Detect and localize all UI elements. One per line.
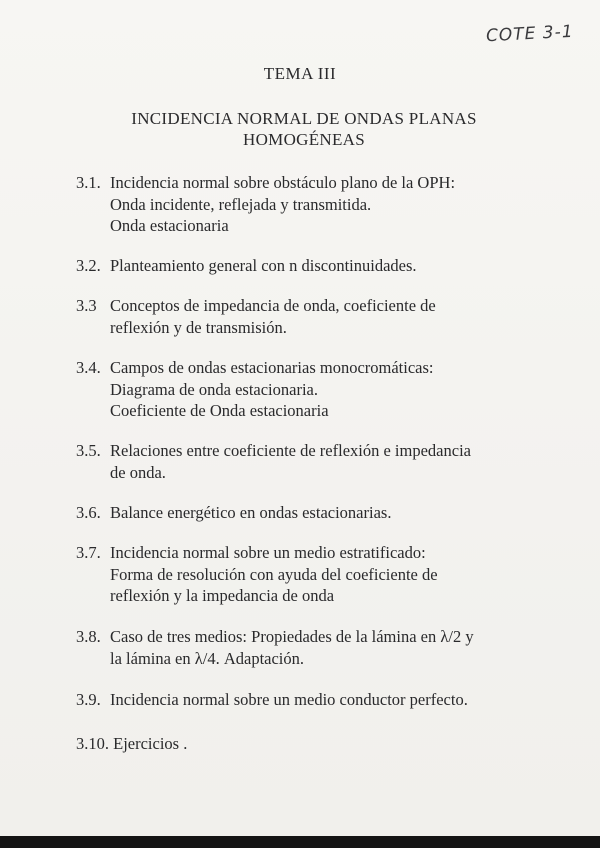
item-line: Planteamiento general con n discontinuidades. <box>110 256 417 275</box>
item-number: 3.3 <box>76 296 97 315</box>
item-line: Ejercicios . <box>113 734 188 753</box>
list-item <box>76 295 546 338</box>
list-item <box>76 440 546 483</box>
list-item <box>76 542 546 607</box>
item-line: Relaciones entre coeficiente de reflexión e impedancia <box>110 441 471 460</box>
item-line: reflexión y de transmisión. <box>110 317 287 337</box>
item-number: 3.9. <box>76 690 101 709</box>
list-item <box>76 357 546 422</box>
item-line: Incidencia normal sobre un medio conductor perfecto. <box>110 690 468 709</box>
list-item <box>76 733 546 755</box>
item-line: Onda incidente, reflejada y transmitida. <box>110 194 372 214</box>
topic-heading: TEMA III <box>263 64 337 83</box>
list-item <box>76 502 546 524</box>
item-line: Conceptos de impedancia de onda, coeficiente de <box>110 296 436 315</box>
item-line: Caso de tres medios: Propiedades de la lámina en λ/2 y <box>110 627 474 646</box>
item-number: 3.4. <box>76 358 101 377</box>
item-line: Forma de resolución con ayuda del coeficiente de <box>110 564 438 584</box>
item-number: 3.7. <box>76 543 101 562</box>
item-line: Incidencia normal sobre obstáculo plano de la OPH: <box>110 173 456 192</box>
list-item <box>76 626 546 669</box>
topic-title-line-2: HOMOGÉNEAS <box>243 130 365 149</box>
item-line: reflexión y la impedancia de onda <box>110 586 335 605</box>
scan-bottom-edge <box>0 836 600 848</box>
item-line: Coeficiente de Onda estacionaria <box>110 401 329 420</box>
item-line: Campos de ondas estacionarias monocromáticas: <box>110 358 434 377</box>
list-item <box>76 255 546 277</box>
item-number: 3.2. <box>76 256 101 275</box>
item-number: 3.1. <box>76 173 101 192</box>
item-line: Incidencia normal sobre un medio estratificado: <box>110 543 426 562</box>
item-line: Onda estacionaria <box>110 216 229 235</box>
item-line: la lámina en λ/4. Adaptación. <box>110 648 305 668</box>
item-line: Balance energético en ondas estacionarias. <box>110 503 392 522</box>
topic-title <box>100 108 508 150</box>
item-number: 3.10. <box>76 734 109 753</box>
item-number: 3.6. <box>76 503 101 522</box>
item-line: de onda. <box>110 462 166 482</box>
topic-title-line-1: INCIDENCIA NORMAL DE ONDAS PLANAS <box>131 109 477 128</box>
item-line: Diagrama de onda estacionaria. <box>110 379 318 399</box>
list-item <box>76 172 546 237</box>
item-number: 3.5. <box>76 441 101 460</box>
handwritten-note: COTE 3-1 <box>485 21 575 47</box>
list-item <box>76 689 546 711</box>
item-number: 3.8. <box>76 627 101 646</box>
